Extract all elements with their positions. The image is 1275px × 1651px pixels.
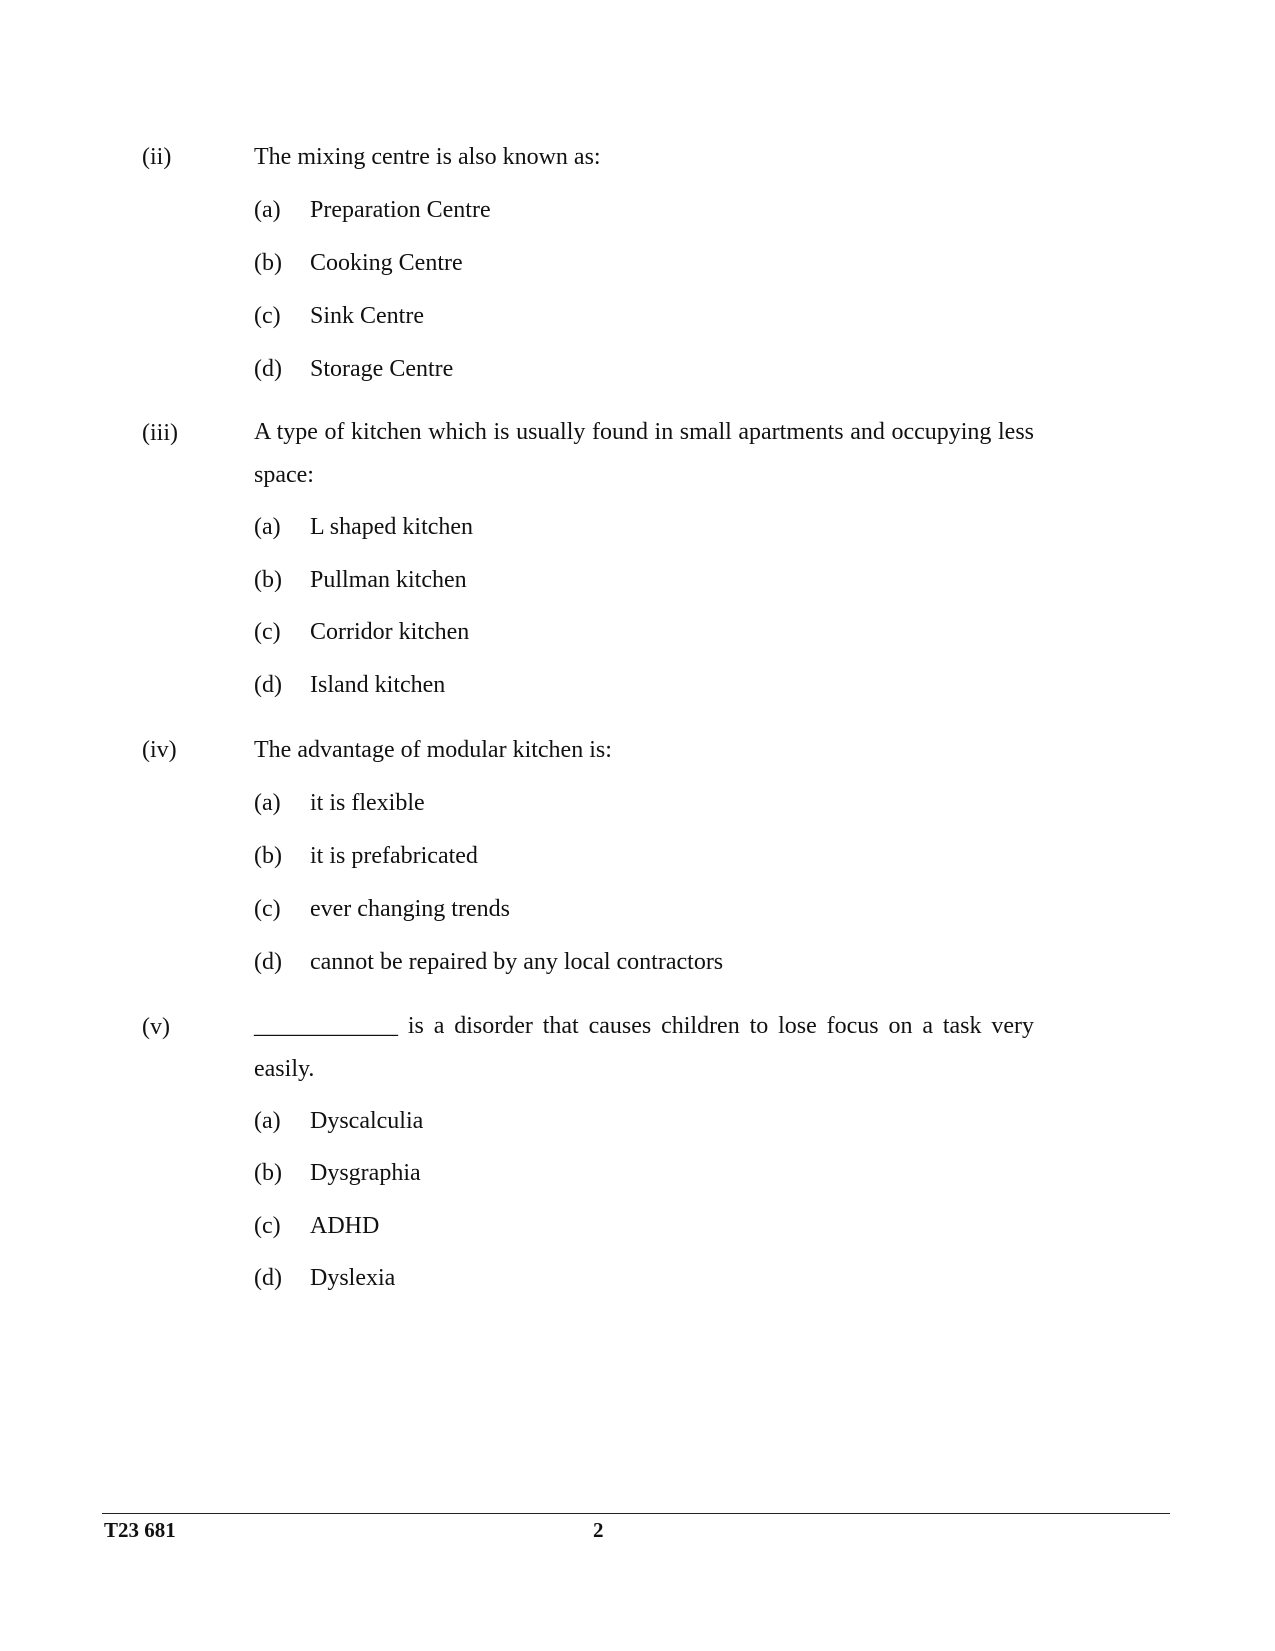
option-text: ADHD	[310, 1213, 380, 1239]
option-text: Corridor kitchen	[310, 619, 470, 645]
option-label: (d)	[254, 1265, 282, 1291]
option-text: Island kitchen	[310, 672, 446, 698]
option-text: Dysgraphia	[310, 1160, 421, 1186]
question-text: The mixing centre is also known as:	[254, 144, 601, 170]
option-label: (a)	[254, 1108, 281, 1134]
option-text: ever changing trends	[310, 896, 510, 922]
option-text: L shaped kitchen	[310, 514, 474, 540]
option-label: (c)	[254, 1213, 281, 1239]
question-number: (ii)	[142, 144, 172, 170]
option-text: it is flexible	[310, 790, 425, 816]
option-text: Cooking Centre	[310, 250, 463, 276]
option-label: (b)	[254, 250, 282, 276]
page-number: 2	[593, 1518, 604, 1542]
option-label: (a)	[254, 514, 281, 540]
option-text: Sink Centre	[310, 303, 424, 329]
option-label: (c)	[254, 619, 281, 645]
question-number: (iii)	[142, 420, 178, 446]
option-label: (c)	[254, 896, 281, 922]
option-label: (d)	[254, 949, 282, 975]
option-text: Dyscalculia	[310, 1108, 424, 1134]
option-label: (a)	[254, 790, 281, 816]
option-text: cannot be repaired by any local contractors	[310, 949, 724, 975]
option-label: (b)	[254, 843, 282, 869]
question-number: (v)	[142, 1014, 170, 1040]
option-text: Preparation Centre	[310, 197, 491, 223]
option-text: it is prefabricated	[310, 843, 478, 869]
option-label: (a)	[254, 197, 281, 223]
option-text: Dyslexia	[310, 1265, 396, 1291]
option-label: (d)	[254, 672, 282, 698]
question-text: A type of kitchen which is usually found in small apartments and occupying less space:	[254, 419, 1034, 488]
option-label: (b)	[254, 567, 282, 593]
option-text: Pullman kitchen	[310, 567, 467, 593]
question-text: ____________ is a disorder that causes children to lose focus on a task very easily.	[254, 1013, 1034, 1082]
question-number: (iv)	[142, 737, 177, 763]
question-text: The advantage of modular kitchen is:	[254, 737, 612, 763]
option-text: Storage Centre	[310, 356, 454, 382]
option-label: (c)	[254, 303, 281, 329]
paper-code: T23 681	[104, 1518, 176, 1542]
option-label: (b)	[254, 1160, 282, 1186]
footer-divider	[102, 1513, 1170, 1514]
option-label: (d)	[254, 356, 282, 382]
